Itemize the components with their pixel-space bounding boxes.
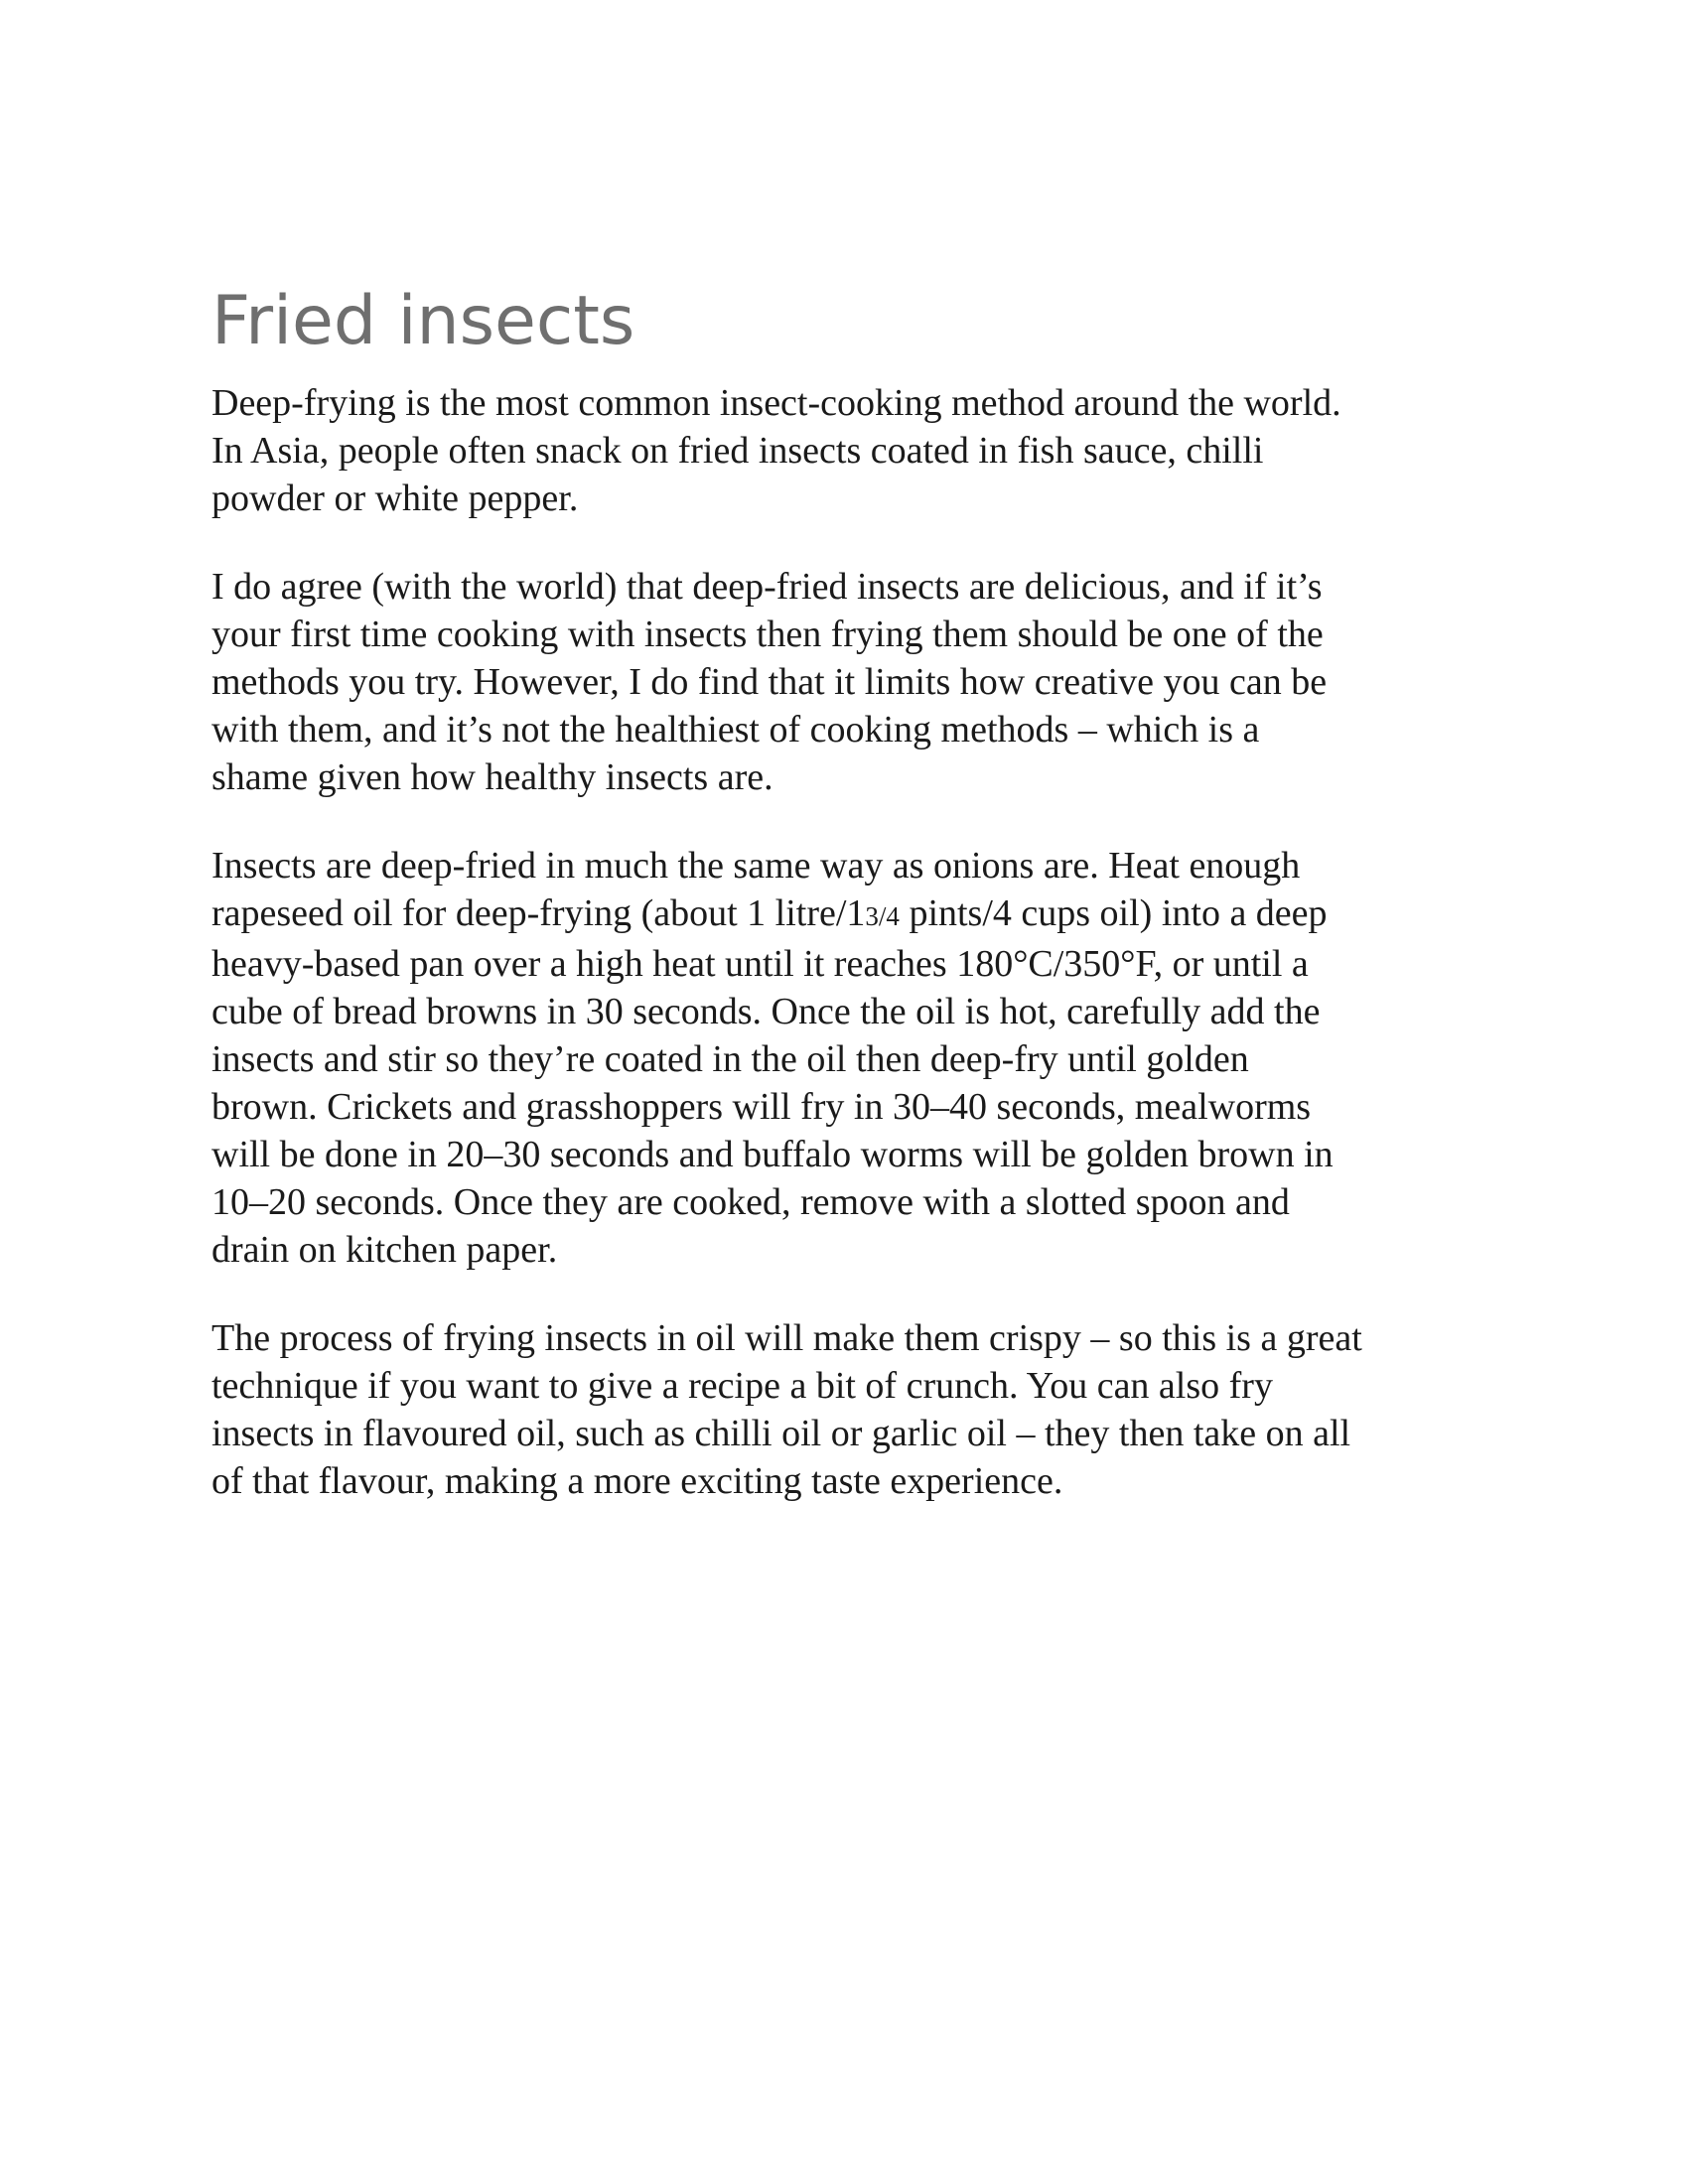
text-line: brown. Crickets and grasshoppers will fry in 30–40 seconds, mealworms xyxy=(211,1086,1312,1128)
text-segment: rapeseed oil for deep-frying (about 1 litre/1 xyxy=(211,892,866,934)
text-line: drain on kitchen paper. xyxy=(211,1229,558,1271)
paragraph-2 xyxy=(211,563,1502,801)
paragraph-1 xyxy=(211,379,1502,522)
text-line-with-fraction xyxy=(211,889,1502,940)
text-line: will be done in 20–30 seconds and buffalo worms will be golden brown in xyxy=(211,1134,1334,1175)
text-line: The process of frying insects in oil will make them crispy – so this is a great xyxy=(211,1317,1362,1359)
text-line: Deep-frying is the most common insect-cooking method around the world. xyxy=(211,382,1341,424)
paragraph-3 xyxy=(211,842,1502,1274)
text-line: Insects are deep-fried in much the same way as onions are. Heat enough xyxy=(211,845,1301,887)
text-line: 10–20 seconds. Once they are cooked, remove with a slotted spoon and xyxy=(211,1181,1290,1223)
text-line: with them, and it’s not the healthiest of cooking methods – which is a xyxy=(211,709,1260,751)
page-title: Fried insects xyxy=(211,282,635,360)
paragraph-4 xyxy=(211,1314,1502,1505)
text-line: heavy-based pan over a high heat until it reaches 180°C/350°F, or until a xyxy=(211,943,1309,985)
text-line: I do agree (with the world) that deep-fried insects are delicious, and if it’s xyxy=(211,566,1323,608)
text-line: insects and stir so they’re coated in the oil then deep-fry until golden xyxy=(211,1038,1249,1080)
text-line: cube of bread browns in 30 seconds. Once the oil is hot, carefully add the xyxy=(211,991,1321,1032)
text-line: shame given how healthy insects are. xyxy=(211,756,774,798)
text-line: technique if you want to give a recipe a bit of crunch. You can also fry xyxy=(211,1365,1273,1407)
text-line: powder or white pepper. xyxy=(211,478,579,519)
text-line: insects in flavoured oil, such as chilli oil or garlic oil – they then take on all xyxy=(211,1413,1351,1454)
text-line: of that flavour, making a more exciting taste experience. xyxy=(211,1460,1063,1502)
text-line: methods you try. However, I do find that it limits how creative you can be xyxy=(211,661,1328,703)
text-line: your first time cooking with insects then frying them should be one of the xyxy=(211,614,1324,655)
fraction: 3/4 xyxy=(865,901,900,931)
text-line: In Asia, people often snack on fried insects coated in fish sauce, chilli xyxy=(211,430,1264,472)
text-segment: pints/4 cups oil) into a deep xyxy=(899,892,1328,934)
article-body xyxy=(211,274,1502,1546)
